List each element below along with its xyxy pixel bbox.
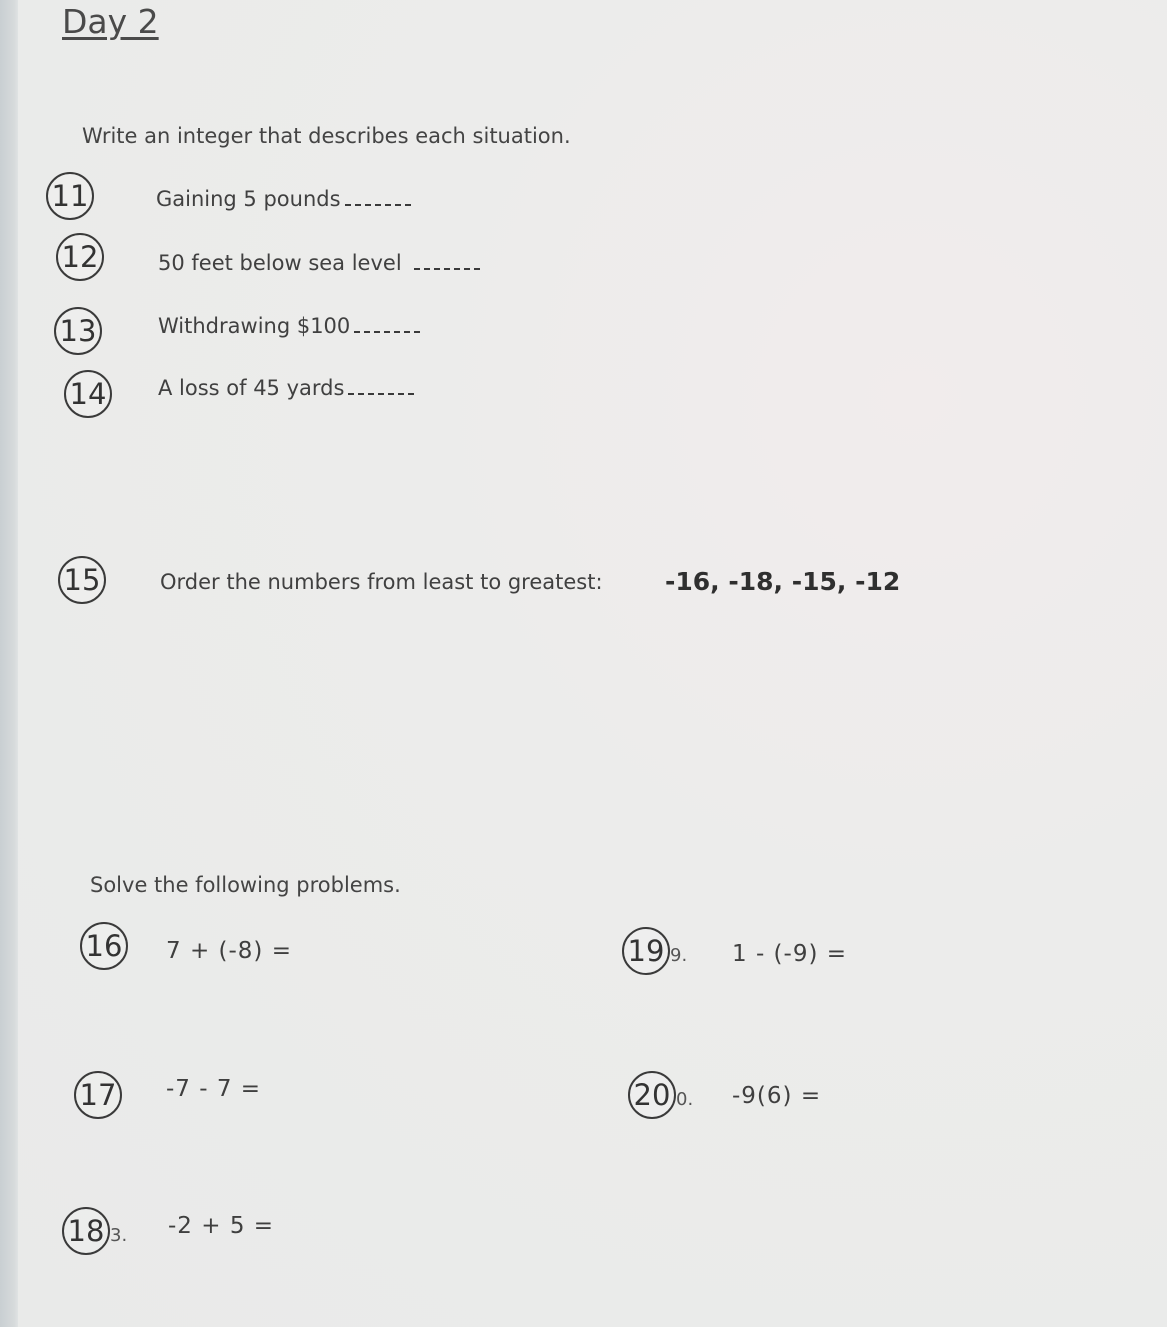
problem-17-expression: -7 - 7 =	[166, 1076, 262, 1102]
section-1-instruction: Write an integer that describes each situation.	[82, 124, 571, 148]
answer-blank[interactable]	[414, 268, 480, 270]
circled-number: 14	[64, 370, 112, 418]
question-text: Gaining 5 pounds	[156, 187, 341, 211]
printed-number-suffix: 3.	[110, 1225, 128, 1246]
question-13	[158, 314, 420, 338]
circled-number: 12	[56, 233, 104, 281]
answer-blank[interactable]	[348, 393, 414, 395]
problem-20-expression: -9(6) =	[732, 1083, 822, 1109]
question-number-14	[64, 370, 112, 418]
problem-16-expression: 7 + (-8) =	[166, 938, 292, 964]
question-text: Withdrawing $100	[158, 314, 351, 338]
answer-blank[interactable]	[354, 331, 420, 333]
circled-number: 13	[54, 307, 102, 355]
circled-number: 15	[58, 556, 106, 604]
circled-number: 16	[80, 922, 128, 970]
question-number-20	[628, 1071, 693, 1119]
answer-blank[interactable]	[345, 204, 411, 206]
circled-number: 20	[628, 1071, 676, 1119]
question-number-13	[54, 307, 102, 355]
page-title: Day 2	[62, 2, 159, 41]
order-question-text: Order the numbers from least to greatest:	[160, 570, 603, 594]
problem-18-expression: -2 + 5 =	[168, 1213, 275, 1239]
circled-number: 17	[74, 1071, 122, 1119]
question-number-16	[80, 922, 128, 970]
printed-number-suffix: 0.	[676, 1089, 694, 1110]
circled-number: 18	[62, 1207, 110, 1255]
section-2-instruction: Solve the following problems.	[90, 873, 401, 897]
question-number-11	[46, 172, 94, 220]
question-number-12	[56, 233, 104, 281]
numbers-to-order: -16, -18, -15, -12	[665, 567, 901, 596]
question-number-18	[62, 1207, 127, 1255]
printed-number-suffix: 9.	[670, 945, 688, 966]
circled-number: 19	[622, 927, 670, 975]
question-number-17	[74, 1071, 122, 1119]
problem-19-expression: 1 - (-9) =	[732, 941, 848, 967]
circled-number: 11	[46, 172, 94, 220]
question-14	[158, 376, 414, 400]
question-number-19	[622, 927, 687, 975]
question-12	[158, 251, 480, 275]
question-11	[156, 187, 411, 211]
question-text: 50 feet below sea level	[158, 251, 402, 275]
question-number-15	[58, 556, 106, 604]
question-text: A loss of 45 yards	[158, 376, 345, 400]
